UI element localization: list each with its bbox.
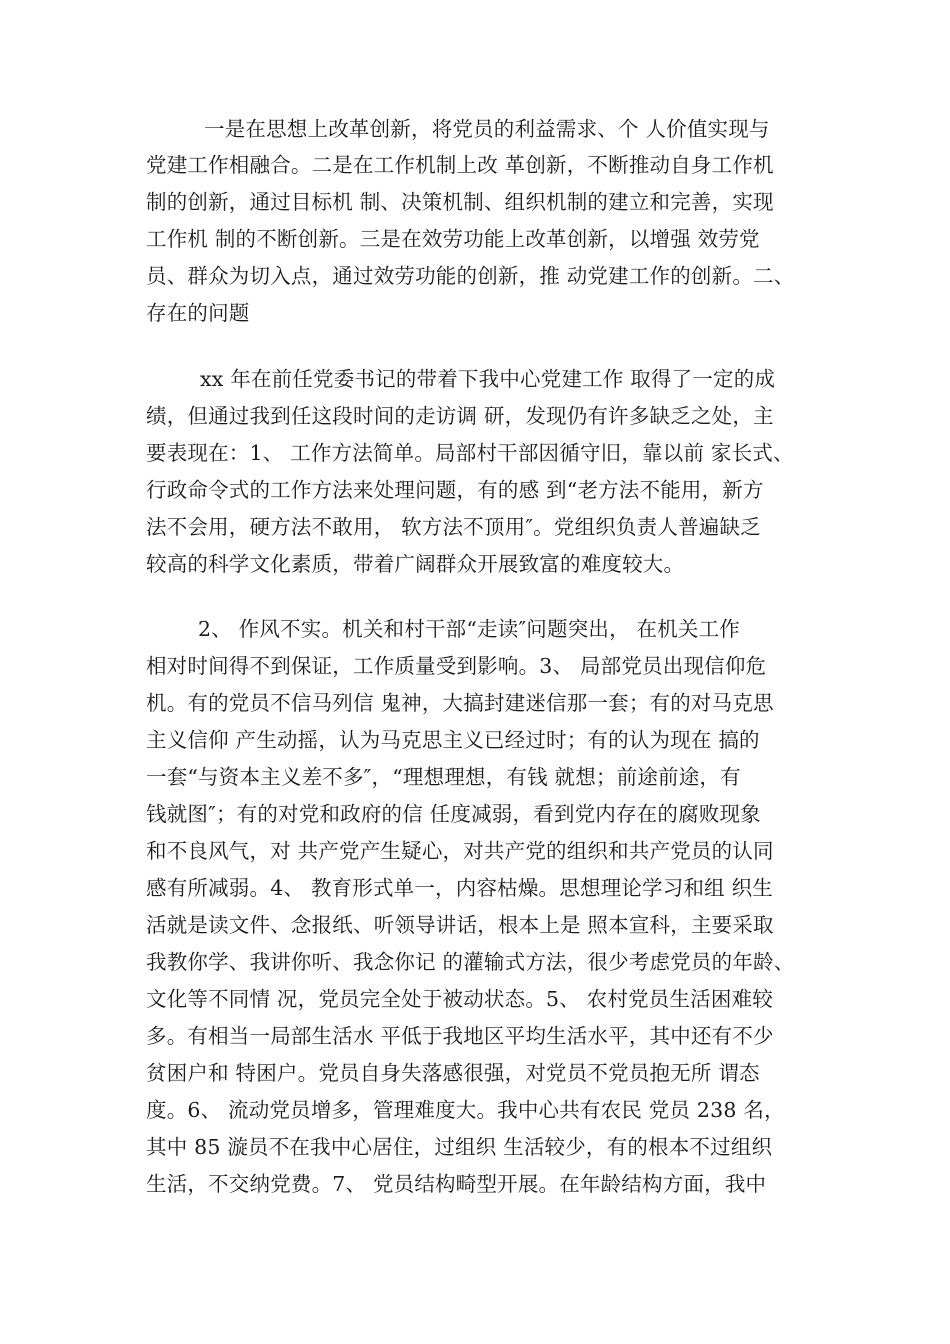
text-line: 和不良风气，对 共产党产生疑心，对共产党的组织和共产党员的认同 bbox=[146, 839, 774, 863]
text-line: 行政命令式的工作方法来处理问题，有的感 到“老方法不能用，新方 bbox=[146, 478, 764, 502]
text-line: 我教你学、我讲你听、我念你记 的灌输式方法，很少考虑党员的年龄、 bbox=[146, 950, 795, 974]
text-line: 绩，但通过我到任这段时间的走访调 研，发现仍有许多缺乏之处，主 bbox=[146, 404, 774, 428]
text-line: 多。有相当一局部生活水 平低于我地区平均生活水平，其中还有不少 bbox=[146, 1024, 774, 1048]
text-line: 工作机 制的不断创新。三是在效劳功能上改革创新，以增强 效劳党 bbox=[146, 227, 760, 251]
text-line: 生活，不交纳党费。7、 党员结构畸型开展。在年龄结构方面，我中 bbox=[146, 1172, 767, 1196]
text-line: 相对时间得不到保证，工作质量受到影响。3、 局部党员出现信仰危 bbox=[146, 654, 767, 678]
text-line: 员、群众为切入点，通过效劳功能的创新，推 动党建工作的创新。二、 bbox=[146, 264, 795, 288]
text-line: 一套“与资本主义差不多″，“理想理想，有钱 就想；前途前途，有 bbox=[146, 765, 741, 789]
text-line: 存在的问题 bbox=[146, 301, 250, 325]
text-line: 钱就图″；有的对党和政府的信 任度减弱，看到党内存在的腐败现象 bbox=[146, 802, 761, 826]
text-line: 机。有的党员不信马列信 鬼神，大搞封建迷信那一套；有的对马克思 bbox=[146, 691, 774, 715]
text-line: 一是在思想上改革创新，将党员的利益需求、个 人价值实现与 bbox=[204, 117, 770, 141]
text-line: 法不会用，硬方法不敢用， 软方法不顶用″。党组织负责人普遍缺乏 bbox=[146, 515, 761, 539]
text-line: 度。6、 流动党员增多，管理难度大。我中心共有农民 党员 238 名， bbox=[146, 1098, 785, 1122]
text-line: 贫困户和 特困户。党员自身失落感很强，对党员不党员抱无所 谓态 bbox=[146, 1061, 760, 1085]
text-line: 党建工作相融合。二是在工作机制上改 革创新，不断推动自身工作机 bbox=[146, 153, 774, 177]
text-line: 2、 作风不实。机关和村干部“走读″问题突出， 在机关工作 bbox=[198, 617, 741, 641]
text-line: 主义信仰 产生动摇，认为马克思主义已经过时；有的认为现在 搞的 bbox=[146, 728, 760, 752]
text-line: 感有所减弱。4、 教育形式单一，内容枯燥。思想理论学习和组 织生 bbox=[146, 876, 773, 900]
text-line: 较高的科学文化素质，带着广阔群众开展致富的难度较大。 bbox=[146, 552, 685, 576]
text-line: 活就是读文件、念报纸、听领导讲话，根本上是 照本宣科，主要采取 bbox=[146, 913, 774, 937]
text-line: 文化等不同情 况，党员完全处于被动状态。5、 农村党员生活困难较 bbox=[146, 987, 773, 1011]
text-line: xx 年在前任党委书记的带着下我中心党建工作 取得了一定的成 bbox=[200, 367, 776, 391]
text-line: 制的创新，通过目标机 制、决策机制、组织机制的建立和完善，实现 bbox=[146, 190, 774, 214]
text-line: 其中 85 漩员不在我中心居住，过组织 生活较少，有的根本不过组织 bbox=[146, 1135, 773, 1159]
text-line: 要表现在：1、 工作方法简单。局部村干部因循守旧，靠以前 家长式、 bbox=[146, 441, 794, 465]
